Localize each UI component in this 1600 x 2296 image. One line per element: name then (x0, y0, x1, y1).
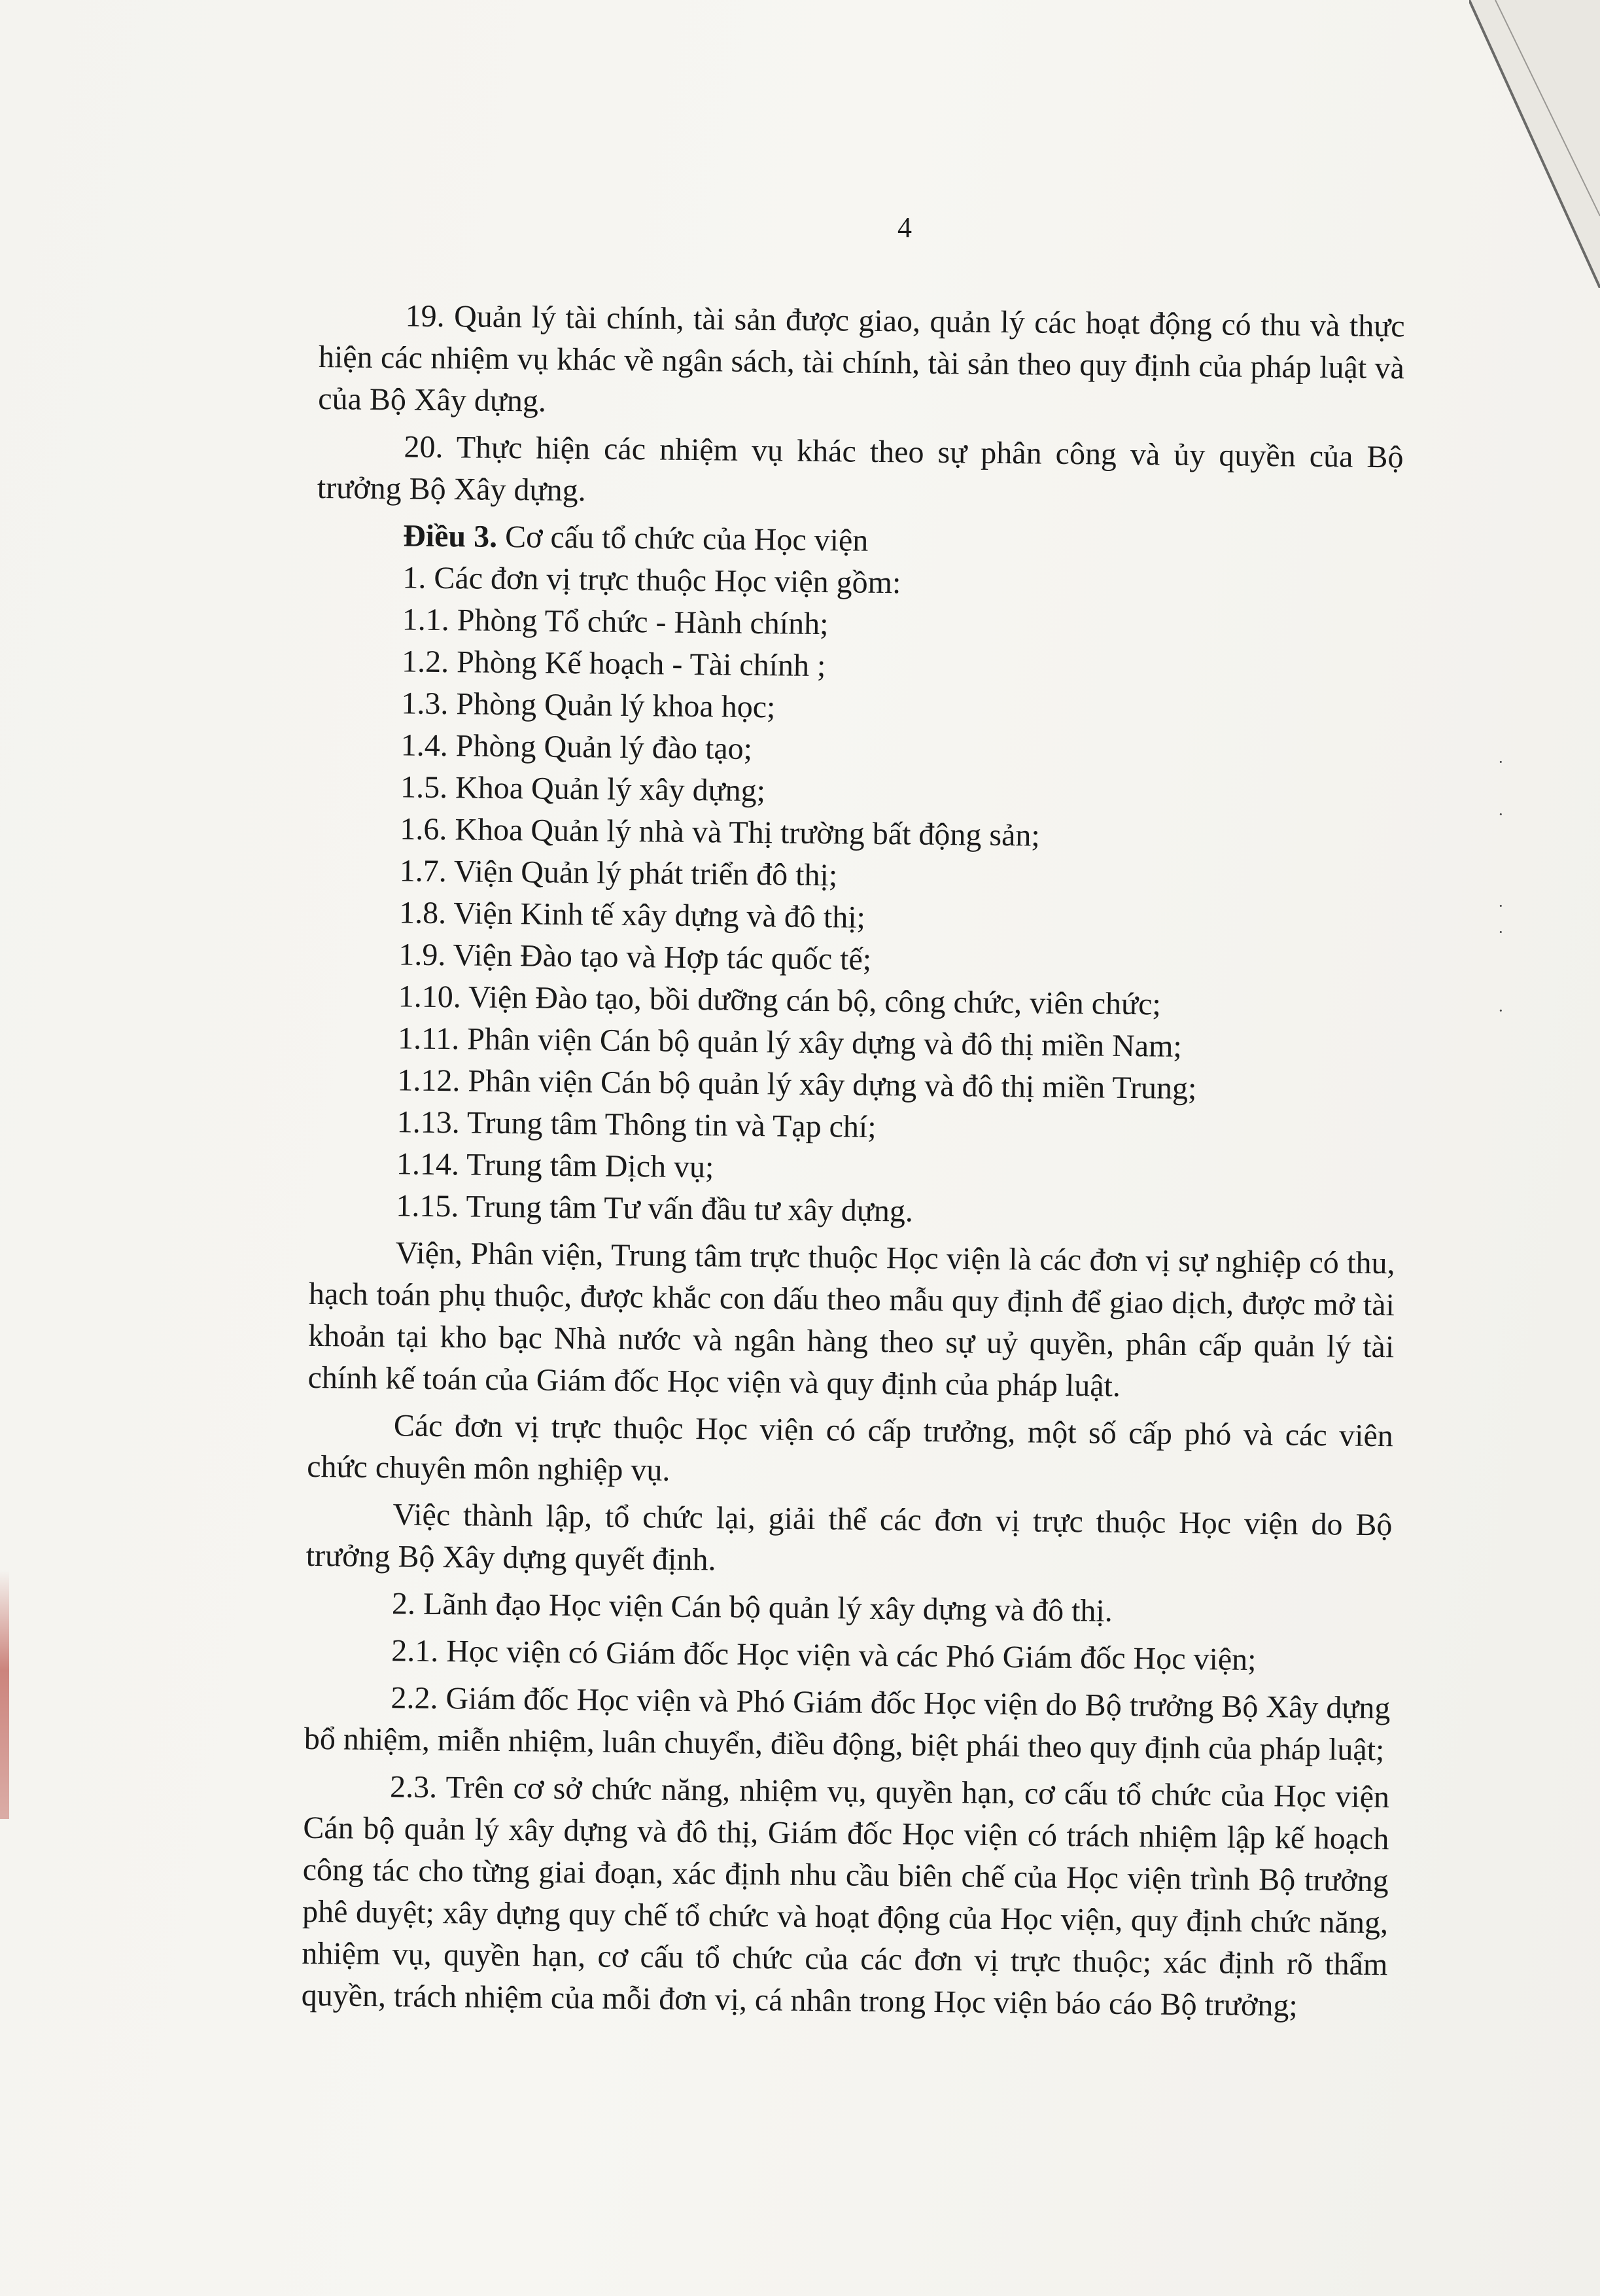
paragraph: 2.1. Học viện có Giám đốc Học viện và các Phó Giám đốc Học viện; (391, 1633, 1257, 1678)
unit-item: 1.7. Viện Quản lý phát triển đô thị; (399, 853, 838, 893)
unit-item: 1.11. Phân viện Cán bộ quản lý xây dựng và đô thị miền Nam; (397, 1021, 1183, 1064)
paragraph: Việc thành lập, tổ chức lại, giải thể các đơn vị trực thuộc Học viện do Bộ trưởng Bộ Xây dựng quyết định. (305, 1497, 1393, 1578)
folded-corner (1469, 0, 1600, 288)
unit-item: 1.10. Viện Đào tạo, bồi dưỡng cán bộ, công chức, viên chức; (398, 979, 1162, 1022)
paragraph: 2.2. Giám đốc Học viện và Phó Giám đốc Học viện do Bộ trưởng Bộ Xây dựng bổ nhiệm, miễn nhiệm, luân chuyển, điều động, biệt phái theo quy định của pháp luật; (304, 1680, 1391, 1768)
unit-item: 1.1. Phòng Tổ chức - Hành chính; (402, 602, 829, 642)
paragraph: Viện, Phân viện, Trung tâm trực thuộc Học viện là các đơn vị sự nghiệp có thu, hạch toán phụ thuộc, được khắc con dấu theo mẫu quy định để giao dịch, được mở tài khoản tại kho bạc Nhà nước và ngân hàng theo sự uỷ quyền, phân cấp quản lý tài chính kế toán của Giám đốc Học viện và quy định của pháp luật. (307, 1235, 1395, 1404)
section-heading: 2. Lãnh đạo Học viện Cán bộ quản lý xây dựng và đô thị. (391, 1586, 1113, 1629)
unit-item: 1.12. Phân viện Cán bộ quản lý xây dựng và đô thị miền Trung; (397, 1063, 1197, 1106)
article-label: Điều 3. (402, 518, 498, 554)
page-number: 4 (897, 211, 912, 243)
unit-item: 1.14. Trung tâm Dịch vụ; (396, 1146, 714, 1185)
document-body (301, 294, 1405, 2033)
paragraph: 20. Thực hiện các nhiệm vụ khác theo sự phân công và ủy quyền của Bộ trưởng Bộ Xây dựng. (317, 429, 1404, 508)
unit-item: 1.6. Khoa Quản lý nhà và Thị trường bất động sản; (400, 811, 1041, 853)
units-intro: 1. Các đơn vị trực thuộc Học viện gồm: (402, 560, 901, 601)
unit-item: 1.3. Phòng Quản lý khoa học; (401, 686, 776, 725)
unit-item: 1.9. Viện Đào tạo và Hợp tác quốc tế; (398, 937, 872, 977)
unit-item: 1.2. Phòng Kế hoạch - Tài chính ; (401, 644, 826, 684)
unit-item: 1.4. Phòng Quản lý đào tạo; (400, 728, 753, 766)
unit-item: 1.8. Viện Kinh tế xây dựng và đô thị; (398, 895, 866, 935)
unit-item: 1.15. Trung tâm Tư vấn đầu tư xây dựng. (396, 1188, 914, 1229)
article-title: Cơ cấu tổ chức của Học viện (496, 519, 869, 558)
paragraph: Các đơn vị trực thuộc Học viện có cấp trưởng, một số cấp phó và các viên chức chuyên môn nghiệp vụ. (306, 1408, 1394, 1488)
paragraph: 19. Quản lý tài chính, tài sản được giao, quản lý các hoạt động có thu và thực hiện các nhiệm vụ khác về ngân sách, tài chính, tài sản theo quy định của pháp luật và của Bộ Xây dựng. (318, 298, 1405, 419)
paragraph: 2.3. Trên cơ sở chức năng, nhiệm vụ, quyền hạn, cơ cấu tổ chức của Học viện Cán bộ quản lý xây dựng và đô thị, Giám đốc Học viện có trách nhiệm lập kế hoạch công tác cho từng giai đoạn, xác định nhu cầu biên chế của Học viện trình Bộ trưởng phê duyệt; xây dựng quy chế tổ chức và hoạt động của Học viện, quy định chức năng, nhiệm vụ, quyền hạn, cơ cấu tổ chức của các đơn vị trực thuộc; xác định rõ thẩm quyền, trách nhiệm của mỗi đơn vị, cá nhân trong Học viện báo cáo Bộ trưởng; (301, 1769, 1390, 2023)
margin-specks: · · · · · (1498, 752, 1504, 1020)
unit-item: 1.5. Khoa Quản lý xây dựng; (400, 769, 766, 809)
unit-item: 1.13. Trung tâm Thông tin và Tạp chí; (396, 1104, 877, 1144)
scan-edge-artifact (0, 1570, 9, 1819)
